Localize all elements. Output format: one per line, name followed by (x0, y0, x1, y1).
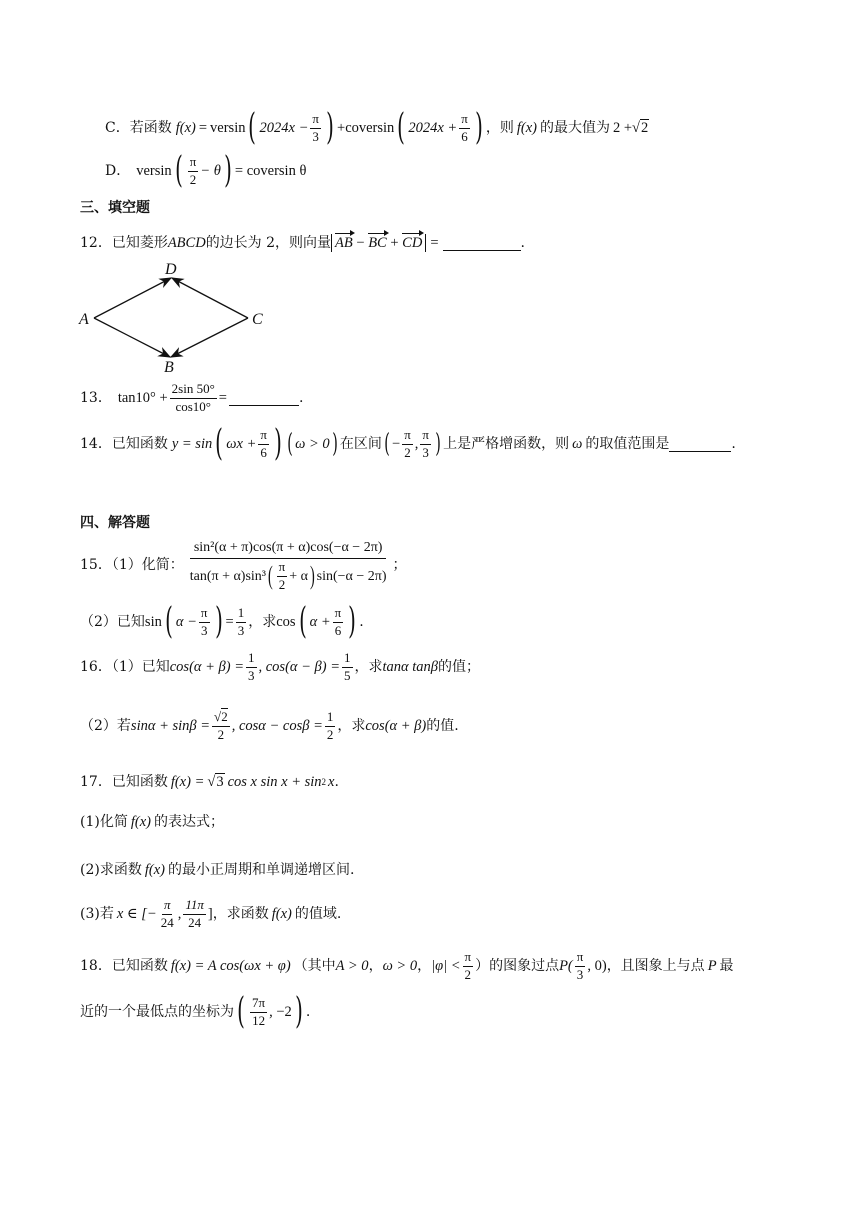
fraction (183, 897, 206, 931)
denominator: 6 (260, 444, 267, 460)
denominator: 6 (334, 622, 342, 638)
den-part: + α (289, 568, 308, 584)
arg: − θ (200, 162, 221, 179)
denominator: 3 (312, 128, 319, 144)
text: 在区间 (339, 436, 382, 452)
text: ，则 (485, 120, 514, 136)
semicolon: ； (392, 557, 407, 573)
omega: ω (572, 435, 583, 452)
question-17-sub3 (80, 894, 341, 934)
denominator: cos10° (175, 398, 211, 414)
cos-expr: , cosα − cosβ = (231, 717, 323, 734)
question-15-part2 (80, 602, 364, 642)
question-number: 17． (80, 774, 112, 790)
tan-term: tan10° + (117, 389, 168, 406)
coords: , −2 (269, 1003, 292, 1020)
text: 已知函数 (111, 774, 168, 790)
paren: ) (309, 561, 315, 590)
minus: − (356, 234, 365, 251)
vector-cd: CD (402, 234, 423, 251)
fraction (199, 605, 210, 639)
period: . (731, 436, 736, 452)
text: 的取值范围是 (585, 436, 670, 452)
abcd: ABCD (167, 234, 206, 251)
numerator: 1 (342, 650, 353, 667)
fraction (188, 154, 199, 188)
paren: ) (331, 429, 338, 459)
option-d-label: D． (105, 163, 131, 179)
bracket: ] (207, 905, 213, 922)
question-17 (80, 772, 339, 792)
cos-expr: cos(α + β) (365, 717, 427, 734)
sin-fn: sin (144, 613, 162, 630)
expr: cos x sin x + sin (227, 773, 322, 790)
answer-blank[interactable] (669, 437, 731, 452)
text: ，求 (354, 659, 383, 675)
label-d: D (165, 261, 177, 278)
question-number: 12． (80, 235, 112, 251)
paren: ( (397, 107, 406, 148)
paren: ( (287, 429, 293, 459)
tan-expr: tanα tanβ (382, 658, 439, 675)
denominator: 12 (252, 1012, 266, 1028)
text: (2)求函数 (80, 862, 142, 879)
vector-bc: BC (368, 234, 387, 251)
text: 已知函数 (111, 958, 168, 974)
question-18-line2 (80, 992, 310, 1032)
numerator: π (258, 427, 269, 444)
answer-blank[interactable] (443, 236, 521, 251)
fraction (159, 897, 176, 931)
text: ，求函数 (212, 906, 269, 922)
answer: 2 + (612, 119, 633, 136)
numerator: π (402, 427, 413, 444)
equals: = (225, 613, 234, 630)
radicand: 2 (221, 709, 228, 725)
condition: A > 0 (335, 957, 369, 974)
fraction (402, 427, 413, 461)
comma: , (177, 905, 182, 922)
paren: ( (165, 601, 173, 642)
fraction (236, 605, 247, 639)
arg: α − (175, 613, 197, 630)
sin-expr: sinα + sinβ = (130, 717, 211, 734)
label-a: A (79, 311, 89, 328)
numerator: π (277, 559, 288, 576)
arg: ωx + (226, 435, 257, 452)
numerator: π (463, 949, 474, 966)
fraction (575, 949, 586, 983)
numerator: 1 (236, 605, 247, 622)
text: (1)化简 (80, 814, 128, 831)
fraction (333, 605, 344, 639)
point-p: P (707, 957, 717, 974)
text: 的表达式； (153, 814, 224, 831)
paren: ( (384, 429, 390, 459)
edge-a-d (94, 278, 171, 318)
paren: ( (237, 991, 245, 1032)
condition: ω > 0 (382, 957, 418, 974)
denominator: 2 (326, 726, 334, 742)
radicand: 3 (216, 773, 224, 790)
big-fraction (186, 537, 391, 593)
domain-expr: x ∈ [− (116, 905, 157, 922)
text: 的值； (438, 659, 481, 675)
paren: ( (215, 423, 224, 464)
question-15-part1 (80, 534, 407, 596)
comma: ， (368, 958, 383, 974)
paren: ) (214, 601, 223, 642)
denominator: 24 (188, 914, 202, 930)
superscript: 2 (321, 776, 327, 787)
fraction (325, 709, 336, 743)
numerator: 7π (250, 995, 267, 1012)
numerator: π (333, 605, 344, 622)
cos-expr: , cos(α − β) = (258, 658, 341, 675)
condition: ω > 0 (295, 435, 330, 452)
fraction (258, 427, 269, 461)
plus: + (390, 234, 399, 251)
period: . (334, 774, 339, 790)
fraction (246, 650, 257, 684)
sqrt: √2 (632, 119, 649, 136)
paren: ) (348, 601, 357, 642)
equals: = (198, 119, 208, 136)
fraction (212, 709, 230, 743)
denominator: 24 (160, 914, 174, 930)
fx: f(x) = A cos(ωx + φ) (170, 957, 291, 974)
text: 已知函数 (111, 436, 168, 452)
question-18 (80, 948, 734, 984)
question-17-sub2 (80, 863, 354, 878)
fx: f(x) (271, 905, 292, 922)
paren: ) (224, 150, 232, 191)
numerator: π (188, 154, 199, 171)
text: 的最大值为 (539, 120, 610, 136)
fx: f(x) (144, 862, 165, 878)
question-13 (80, 378, 303, 418)
denominator: 2 (464, 966, 472, 982)
period: . (359, 614, 364, 630)
fraction (277, 559, 288, 593)
label-c: C (252, 311, 263, 328)
sqrt: √3 (207, 773, 224, 790)
text: 的边长为 2，则向量 (205, 235, 332, 251)
paren: ( (298, 601, 307, 642)
x: x (328, 773, 335, 790)
condition: |φ| < (431, 957, 461, 974)
label-b: B (164, 359, 174, 375)
denominator: 3 (237, 622, 245, 638)
numerator: π (459, 111, 470, 128)
rhs: = coversin θ (234, 162, 307, 179)
text: ，求 (337, 718, 366, 734)
denominator: 3 (200, 622, 208, 638)
comma: , (414, 435, 419, 452)
numerator: sin²(α + π)cos(π + α)cos(−α − 2π) (190, 537, 387, 559)
numerator: π (420, 427, 431, 444)
text: 最 (719, 958, 734, 974)
paren: ) (326, 107, 334, 148)
numerator: π (162, 897, 173, 914)
equals: = (218, 389, 227, 406)
text: ）的图象过点 (475, 958, 560, 974)
coversin-fn: coversin (345, 119, 395, 136)
point-p: P( (559, 957, 573, 974)
option-c (105, 107, 649, 148)
denominator: 3 (248, 667, 255, 683)
text: （其中 (293, 958, 336, 974)
edge-a-b (94, 318, 170, 357)
denominator (186, 559, 391, 593)
text: 已知菱形 (111, 235, 168, 251)
fraction (310, 111, 321, 145)
part-label: （2）若 (80, 718, 131, 734)
fx: f(x) = (170, 773, 205, 790)
question-16-part2 (80, 704, 459, 748)
paren: ) (435, 429, 441, 459)
denominator: 2 (404, 444, 411, 460)
text: 近的一个最低点的坐标为 (80, 1004, 234, 1020)
fraction (459, 111, 470, 145)
point-coords: , 0) (587, 957, 607, 974)
numerator: π (310, 111, 321, 128)
fraction (420, 427, 431, 461)
vector-ab: AB (335, 234, 353, 251)
fraction (342, 650, 353, 684)
part-label: （2）已知 (80, 614, 145, 630)
option-c-text: 若函数 (129, 120, 172, 136)
rhombus-diagram (75, 260, 275, 375)
fraction (250, 995, 267, 1029)
denominator: 3 (576, 966, 584, 982)
option-c-label: C． (105, 120, 130, 136)
text: 的最小正周期和单调递增区间. (167, 862, 355, 879)
arg: 2024x + (408, 119, 458, 136)
paren: ) (274, 423, 282, 464)
fraction (463, 949, 474, 983)
paren: ( (248, 107, 257, 148)
den-part: sin(−α − 2π) (316, 568, 387, 584)
period: . (298, 390, 304, 406)
text: ，求 (248, 614, 277, 630)
question-number: 16．（1）已知 (80, 659, 170, 675)
answer-blank[interactable] (229, 391, 299, 406)
question-number: 14． (80, 436, 112, 452)
equals: = (430, 234, 439, 251)
vector-abs (331, 234, 426, 253)
arg: 2024x − (259, 119, 309, 136)
denominator: 2 (217, 726, 225, 742)
denominator: 2 (278, 576, 286, 592)
question-number: 18． (80, 958, 112, 974)
paren: ( (267, 561, 273, 590)
section-title-fill: 三、填空题 (80, 200, 150, 216)
numerator: 1 (325, 709, 336, 726)
question-17-sub1 (80, 815, 224, 830)
numerator: 1 (246, 650, 257, 667)
text: 的值. (426, 718, 459, 734)
question-14 (80, 424, 736, 464)
question-12 (80, 232, 525, 254)
text: ，且图象上与点 (606, 958, 705, 974)
option-d (105, 150, 307, 191)
comma: ， (417, 958, 432, 974)
versin-fn: versin (136, 162, 172, 179)
numerator: 11π (183, 897, 206, 914)
fx: f(x) (516, 119, 537, 136)
fx: f(x) (175, 119, 196, 136)
minus: − (392, 435, 401, 452)
edge-c-b (171, 318, 248, 357)
period: . (520, 235, 525, 251)
edge-c-d (172, 278, 248, 318)
text: (3)若 (80, 906, 114, 922)
fx: f(x) (130, 814, 151, 830)
denominator: 3 (422, 444, 429, 460)
den-part: tan(π + α)sin³ (189, 568, 266, 584)
plus: + (337, 119, 346, 136)
function-y: y = sin (171, 435, 213, 452)
numerator: 2sin 50° (170, 381, 217, 398)
paren: ) (474, 107, 483, 148)
cos-fn: cos (276, 613, 296, 630)
question-16-part1 (80, 650, 480, 684)
denominator: 2 (189, 171, 197, 187)
question-number: 15．（1）化简： (80, 557, 184, 573)
paren: ) (294, 991, 303, 1032)
fraction (170, 381, 217, 415)
arg: α + (309, 613, 331, 630)
radicand: 2 (641, 119, 649, 136)
text: 上是严格增函数，则 (443, 436, 570, 452)
numerator: π (575, 949, 586, 966)
section-title-solve: 四、解答题 (80, 515, 150, 531)
period: . (305, 1004, 311, 1020)
paren: ( (174, 150, 183, 191)
text: 的值域. (294, 906, 342, 922)
versin-fn: versin (210, 119, 246, 136)
numerator: π (199, 605, 210, 622)
denominator: 5 (344, 667, 351, 683)
denominator: 6 (461, 128, 468, 144)
numerator: √2 (212, 709, 230, 726)
question-number: 13． (80, 390, 112, 406)
cos-expr: cos(α + β) = (169, 658, 244, 675)
